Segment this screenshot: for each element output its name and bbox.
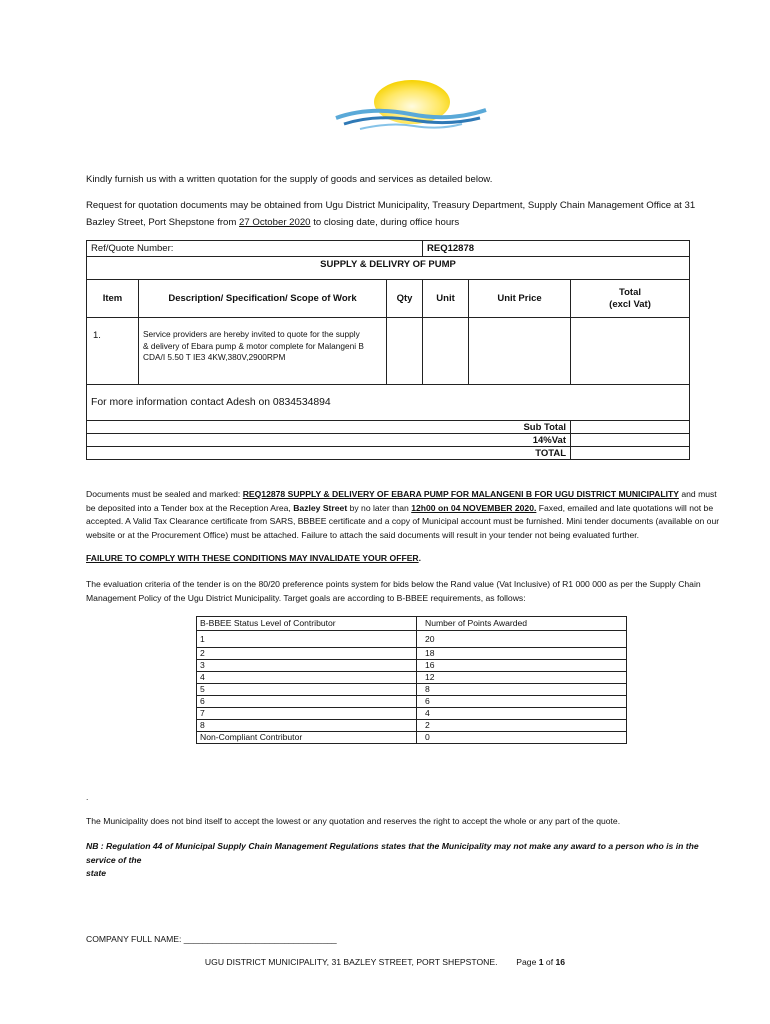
- points-level: 4: [197, 672, 417, 684]
- evaluation-line-2: Management Policy of the Ugu District Municipality. Target goals are according to B-BBEE requirements, as follows:: [86, 592, 526, 603]
- total-value: [571, 447, 690, 460]
- documents-availability: [86, 198, 706, 231]
- row-qty: [387, 318, 423, 385]
- failure-notice: [86, 552, 421, 566]
- failure-notice-text: FAILURE TO COMPLY WITH THESE CONDITIONS MAY INVALIDATE YOUR OFFER: [86, 553, 419, 563]
- footer-page-number: 1: [538, 957, 544, 967]
- regulation-line-2: state: [86, 868, 107, 878]
- row-description: [139, 318, 387, 385]
- points-level: 5: [197, 684, 417, 696]
- points-value: 8: [417, 684, 627, 696]
- footer-page-total: 16: [555, 957, 566, 967]
- contact-info: For more information contact Adesh on 0834534894: [91, 397, 331, 408]
- quote-table: [86, 240, 690, 460]
- points-level: 8: [197, 720, 417, 732]
- footer-page-word: Page: [516, 957, 539, 967]
- quote-title: SUPPLY & DELIVRY OF PUMP: [320, 259, 456, 271]
- total-label: TOTAL: [87, 447, 571, 460]
- points-level: Non-Compliant Contributor: [197, 732, 417, 744]
- submission-line-1: [86, 488, 726, 502]
- ref-value-cell: [423, 241, 690, 257]
- header-total: [571, 280, 690, 318]
- bind-notice: The Municipality does not bind itself to accept the lowest or any quotation and reserves the right to accept the whole or any part of the quote.: [86, 816, 621, 826]
- row-description-line-3: CDA/I 5.50 T IE3 4KW,380V,2900RPM: [143, 352, 286, 362]
- points-value: 6: [417, 696, 627, 708]
- points-value: 18: [417, 648, 627, 660]
- points-level: 7: [197, 708, 417, 720]
- submission-line-2-start: be deposited into a Tender box at the Reception Area,: [86, 502, 294, 513]
- page-footer: [0, 957, 770, 967]
- ref-value: REQ12878: [427, 243, 475, 254]
- documents-line-2-end: to closing date, during office hours: [310, 217, 460, 228]
- points-value: 12: [417, 672, 627, 684]
- header-total-line-1: Total: [619, 286, 642, 298]
- sub-total-value: [571, 421, 690, 434]
- points-level: 6: [197, 696, 417, 708]
- row-unit: [423, 318, 469, 385]
- stray-dot: .: [86, 792, 89, 802]
- documents-line-1: Request for quotation documents may be obtained from Ugu District Municipality, Treasury Department, Supply Chain Management Office at 31: [86, 200, 696, 211]
- header-qty: Qty: [387, 280, 423, 318]
- company-name-field: COMPANY FULL NAME: ________________________________: [86, 934, 337, 944]
- vat-label: 14%Vat: [87, 434, 571, 447]
- evaluation-criteria: [86, 578, 726, 605]
- ref-label-cell: [87, 241, 423, 257]
- submission-marking: REQ12878 SUPPLY & DELIVERY OF EBARA PUMP FOR MALANGENI B FOR UGU DISTRICT MUNICIPALITY: [242, 489, 679, 499]
- submission-line-1-end: and must: [678, 489, 717, 499]
- request-intro: Kindly furnish us with a written quotation for the supply of goods and services as detailed below.: [86, 174, 493, 185]
- points-level: 2: [197, 648, 417, 660]
- points-value: 16: [417, 660, 627, 672]
- spacer-cell: [87, 273, 690, 280]
- submission-line-3: accepted. A Valid Tax Clearance certificate from SARS, BBBEE certificate and a copy of Municipal account must be furnished. Mini tender documents (available on our: [86, 516, 720, 526]
- row-item: 1.: [87, 318, 139, 385]
- header-total-line-2: (excl Vat): [609, 298, 651, 310]
- submission-line-2: [86, 502, 726, 516]
- contact-cell: [87, 385, 690, 421]
- regulation-line-1: NB : Regulation 44 of Municipal Supply Chain Management Regulations states that the Municipality may not make any award to a person who is in the service of the: [86, 841, 699, 865]
- evaluation-line-1: The evaluation criteria of the tender is on the 80/20 preference points system for bids below the Rand value (Vat Inclusive) of R1 000 000 as per the Supply Chain: [86, 579, 701, 589]
- points-value: 2: [417, 720, 627, 732]
- municipality-logo: [330, 78, 490, 130]
- header-description: Description/ Specification/ Scope of Work: [139, 280, 387, 318]
- submission-line-2-end: Faxed, emailed and late quotations will not be: [536, 502, 714, 513]
- documents-line-2: [86, 215, 706, 231]
- documents-date: 27 October 2020: [239, 217, 311, 228]
- points-level: 3: [197, 660, 417, 672]
- row-total: [571, 318, 690, 385]
- points-value: 0: [417, 732, 627, 744]
- vat-value: [571, 434, 690, 447]
- row-description-line-2: & delivery of Ebara pump & motor complete for Malangeni B: [143, 340, 364, 351]
- ref-label: Ref/Quote Number:: [91, 243, 174, 254]
- points-level: 1: [197, 631, 417, 648]
- regulation-notice: [86, 840, 726, 881]
- sub-total-label: Sub Total: [87, 421, 571, 434]
- submission-instructions: [86, 488, 726, 542]
- submission-line-1-start: Documents must be sealed and marked:: [86, 489, 243, 499]
- points-value: 4: [417, 708, 627, 720]
- submission-street: Bazley Street: [293, 502, 348, 513]
- points-header-points: Number of Points Awarded: [417, 617, 627, 631]
- submission-line-2-middle: by no later than: [347, 502, 412, 513]
- row-description-line-1: Service providers are hereby invited to quote for the supply: [143, 329, 360, 339]
- failure-notice-dot: .: [418, 553, 422, 563]
- quote-title-cell: [87, 257, 690, 273]
- footer-address: UGU DISTRICT MUNICIPALITY, 31 BAZLEY STREET, PORT SHEPSTONE.: [204, 957, 498, 967]
- header-item: Item: [87, 280, 139, 318]
- header-unit-price: Unit Price: [469, 280, 571, 318]
- points-value: 20: [417, 631, 627, 648]
- documents-line-2-start: Bazley Street, Port Shepstone from: [86, 217, 240, 228]
- closing-deadline: 12h00 on 04 NOVEMBER 2020.: [411, 502, 537, 513]
- submission-line-4: website or at the Procurement Office) must be attached. Failure to attach the said documents will result in your tender not being evaluated further.: [86, 529, 640, 540]
- footer-of-word: of: [543, 957, 556, 967]
- points-table-body: [197, 617, 627, 744]
- bbbee-points-table: [196, 616, 627, 744]
- header-unit: Unit: [423, 280, 469, 318]
- points-header-level: B-BBEE Status Level of Contributor: [197, 617, 417, 631]
- row-unit-price: [469, 318, 571, 385]
